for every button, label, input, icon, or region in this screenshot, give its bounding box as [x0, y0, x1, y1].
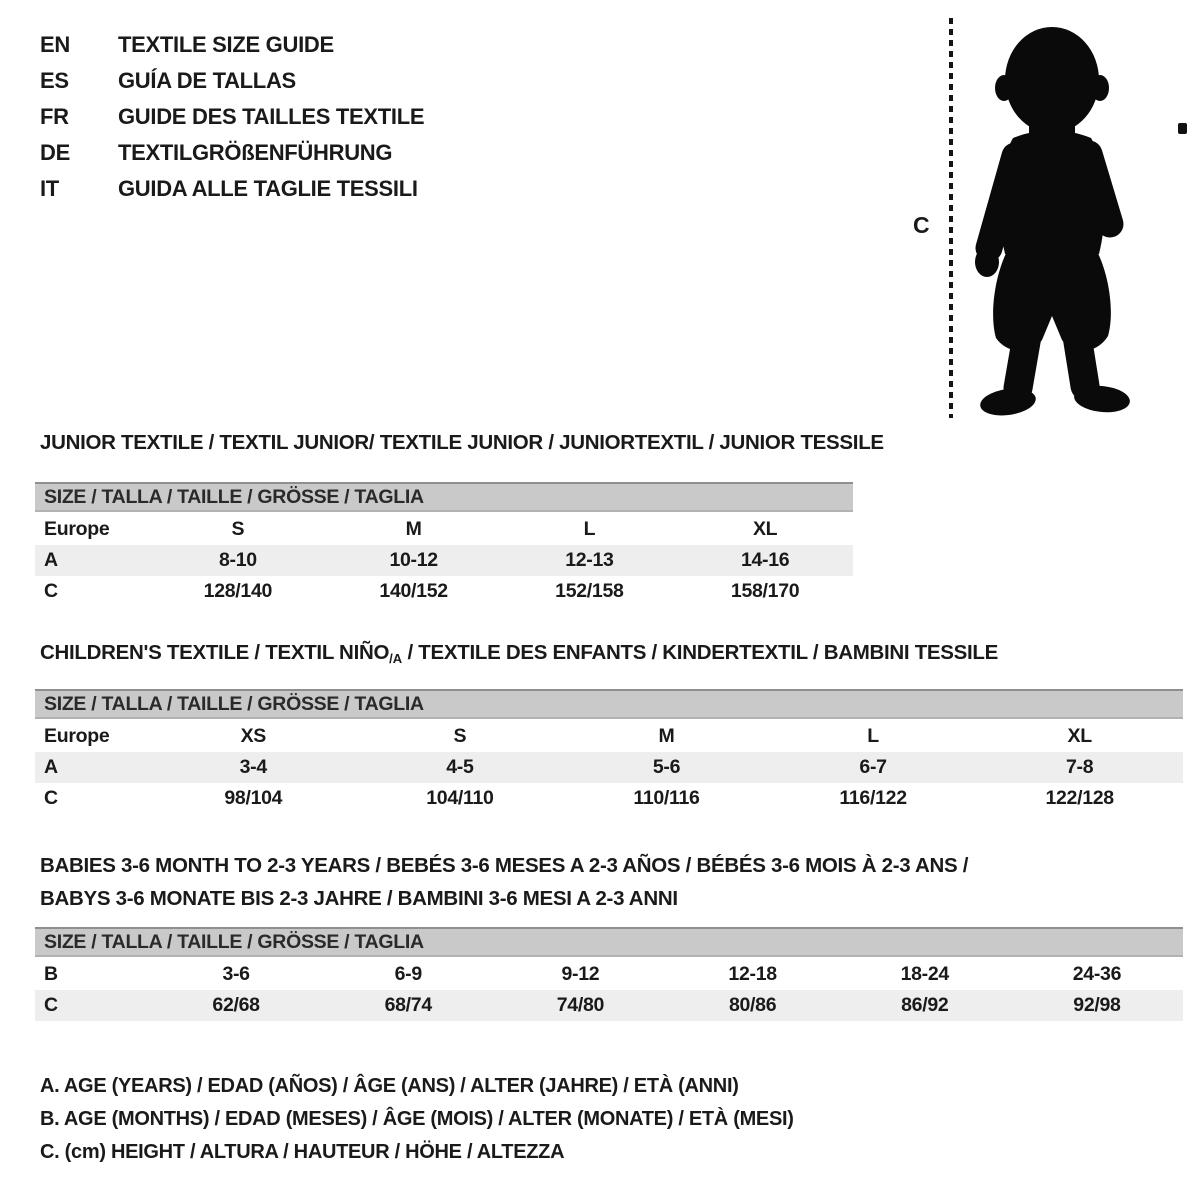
table-header: SIZE / TALLA / TAILLE / GRÖSSE / TAGLIA: [35, 689, 1183, 719]
size-cell: L: [583, 518, 596, 540]
age-cell: 14-16: [740, 549, 790, 571]
row-label: C: [44, 994, 58, 1016]
height-dashed-line: [949, 18, 953, 418]
language-row: [40, 171, 424, 207]
children-section-title: [40, 641, 998, 666]
age-cell: 5-6: [652, 756, 681, 778]
guide-title-de: TEXTILGRÖßENFÜHRUNG: [118, 140, 393, 165]
age-cell: 8-10: [218, 549, 257, 571]
row-label: B: [44, 963, 58, 985]
table-header: SIZE / TALLA / TAILLE / GRÖSSE / TAGLIA: [35, 482, 853, 512]
height-cell: 92/98: [1073, 994, 1121, 1016]
height-cell: 152/158: [555, 580, 624, 602]
guide-title-es: GUÍA DE TALLAS: [118, 68, 296, 93]
language-row: [40, 99, 424, 135]
children-title-subscript: /A: [389, 651, 403, 666]
height-cell: 140/152: [379, 580, 448, 602]
table-row-europe: [35, 721, 1183, 752]
height-cell: 98/104: [224, 787, 283, 809]
language-code: ES: [40, 68, 69, 93]
size-cell: XL: [1067, 725, 1092, 747]
guide-title-fr: GUIDE DES TAILLES TEXTILE: [118, 104, 425, 129]
height-cell: 68/74: [384, 994, 432, 1016]
age-cell: 18-24: [900, 963, 949, 985]
size-cell: S: [231, 518, 245, 540]
height-marker-label: C: [913, 212, 930, 238]
legend-line-age-years: A. AGE (YEARS) / EDAD (AÑOS) / ÂGE (ANS) / ALTER (JAHRE) / ETÀ (ANNI): [40, 1075, 739, 1097]
row-label: A: [44, 756, 58, 778]
table-row-height: [35, 783, 1183, 814]
row-label: Europe: [44, 725, 110, 747]
language-row: [40, 27, 424, 63]
age-cell: 4-5: [446, 756, 474, 778]
height-cell: 74/80: [556, 994, 605, 1016]
height-cell: 86/92: [901, 994, 949, 1016]
children-size-table: [35, 689, 1183, 814]
age-cell: 10-12: [389, 549, 438, 571]
language-code: IT: [40, 176, 59, 201]
table-row-height: [35, 990, 1183, 1021]
row-label: C: [44, 787, 58, 809]
children-title-prefix: CHILDREN'S TEXTILE / TEXTIL NIÑO: [40, 641, 390, 664]
height-measure-figure: [905, 16, 1155, 426]
junior-section-title: JUNIOR TEXTILE / TEXTIL JUNIOR/ TEXTILE JUNIOR / JUNIORTEXTIL / JUNIOR TESSILE: [40, 431, 884, 454]
table-row-europe: [35, 514, 853, 545]
size-cell: M: [658, 725, 675, 747]
junior-size-table: [35, 482, 853, 607]
language-code: EN: [40, 32, 70, 57]
measurement-legend: [40, 1070, 794, 1169]
page-edge-mark: [1178, 123, 1187, 134]
legend-line-age-months: B. AGE (MONTHS) / EDAD (MESES) / ÂGE (MOIS) / ALTER (MONATE) / ETÀ (MESI): [40, 1108, 794, 1130]
height-cell: 80/86: [728, 994, 777, 1016]
size-cell: M: [405, 518, 422, 540]
table-row-age: [35, 752, 1183, 783]
height-cell: 122/128: [1045, 787, 1114, 809]
table-row-age-months: [35, 959, 1183, 990]
height-cell: 158/170: [730, 580, 800, 602]
table-row-height: [35, 576, 853, 607]
legend-line-height: C. (cm) HEIGHT / ALTURA / HAUTEUR / HÖHE / ALTEZZA: [40, 1141, 565, 1163]
row-label: C: [44, 580, 58, 602]
age-cell: 6-7: [859, 756, 887, 778]
babies-title-line2: BABYS 3-6 MONATE BIS 2-3 JAHRE / BAMBINI 3-6 MESI A 2-3 ANNI: [40, 887, 678, 910]
height-cell: 62/68: [212, 994, 260, 1016]
size-cell: L: [867, 725, 879, 747]
language-title-list: [40, 27, 424, 207]
language-code: DE: [40, 140, 70, 165]
age-cell: 3-4: [239, 756, 267, 778]
height-cell: 104/110: [426, 787, 494, 809]
table-header: SIZE / TALLA / TAILLE / GRÖSSE / TAGLIA: [35, 927, 1183, 957]
age-cell: 7-8: [1066, 756, 1094, 778]
language-row: [40, 63, 424, 99]
row-label: Europe: [44, 518, 110, 540]
babies-size-table: [35, 927, 1183, 1021]
language-row: [40, 135, 424, 171]
children-title-suffix: / TEXTILE DES ENFANTS / KINDERTEXTIL / BAMBINI TESSILE: [402, 641, 999, 664]
row-label: A: [44, 549, 58, 571]
height-cell: 110/116: [633, 787, 700, 809]
age-cell: 12-13: [565, 549, 614, 571]
age-cell: 3-6: [222, 963, 250, 985]
babies-section-title: [40, 849, 968, 915]
age-cell: 12-18: [728, 963, 777, 985]
toddler-silhouette-icon: [963, 22, 1141, 418]
height-cell: 128/140: [203, 580, 273, 602]
size-cell: S: [453, 725, 467, 747]
age-cell: 9-12: [561, 963, 600, 985]
guide-title-it: GUIDA ALLE TAGLIE TESSILI: [118, 176, 418, 201]
table-row-age: [35, 545, 853, 576]
age-cell: 24-36: [1072, 963, 1122, 985]
age-cell: 6-9: [394, 963, 422, 985]
size-cell: XL: [752, 518, 778, 540]
language-code: FR: [40, 104, 69, 129]
babies-title-line1: BABIES 3-6 MONTH TO 2-3 YEARS / BEBÉS 3-6 MESES A 2-3 AÑOS / BÉBÉS 3-6 MOIS À 2-3 ANS /: [40, 854, 969, 877]
size-cell: XS: [240, 725, 266, 747]
guide-title-en: TEXTILE SIZE GUIDE: [118, 32, 334, 57]
height-cell: 116/122: [839, 787, 907, 809]
